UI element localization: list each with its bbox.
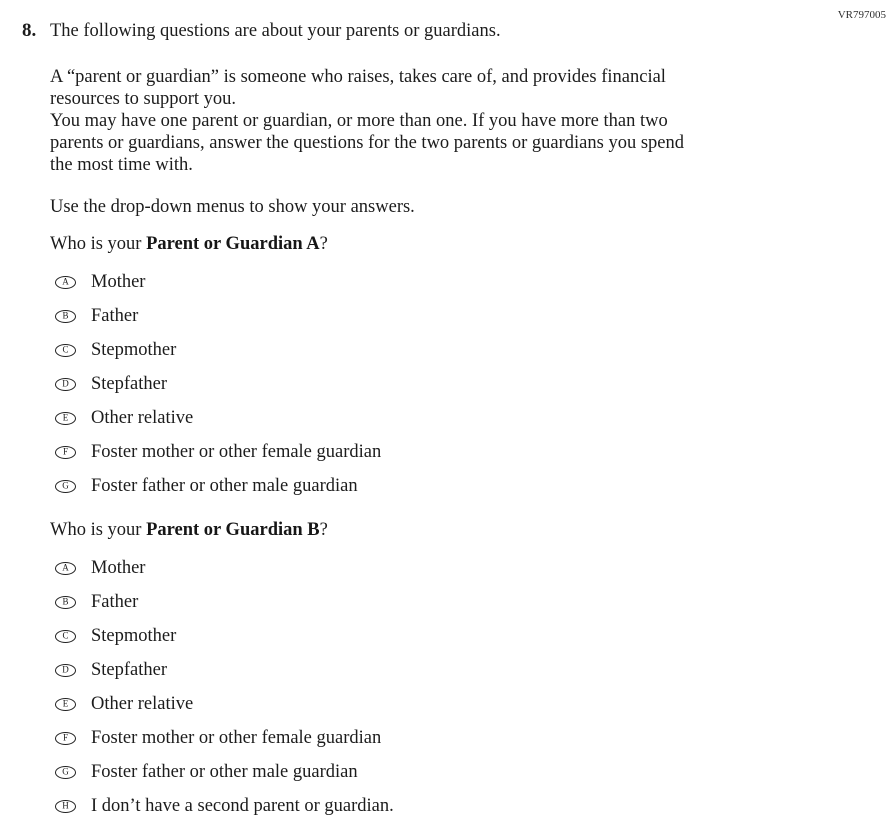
option-letter: D xyxy=(62,378,69,388)
option-label: Stepfather xyxy=(91,660,168,680)
option-letter: C xyxy=(62,630,69,640)
option-label: Foster father or other male guardian xyxy=(91,476,358,496)
option-letter: D xyxy=(62,664,69,674)
option-letter: F xyxy=(62,732,68,742)
option-letter-badge-icon xyxy=(55,732,76,745)
option-label: Father xyxy=(91,592,139,612)
option-letter-badge-icon xyxy=(55,378,76,391)
option-letter-badge-icon xyxy=(55,630,76,643)
option-label: Mother xyxy=(91,558,146,578)
description-line: parents or guardians, answer the questions for the two parents or guardians you spend xyxy=(50,133,684,153)
section-a-options xyxy=(50,271,862,497)
option-letter: A xyxy=(62,276,69,286)
section-b-header-bold: Parent or Guardian B xyxy=(146,520,320,540)
option-letter: B xyxy=(62,310,69,320)
option-letter-badge-icon xyxy=(55,800,76,813)
option-letter-badge-icon xyxy=(55,310,76,323)
answer-option[interactable] xyxy=(50,557,862,579)
section-a-header-bold: Parent or Guardian A xyxy=(146,234,320,254)
option-label: Mother xyxy=(91,272,146,292)
answer-option[interactable] xyxy=(50,271,862,293)
description-line: You may have one parent or guardian, or more than one. If you have more than two xyxy=(50,111,668,131)
option-letter: G xyxy=(62,766,69,776)
option-label: Foster father or other male guardian xyxy=(91,762,358,782)
option-label: Stepmother xyxy=(91,340,177,360)
option-label: Father xyxy=(91,306,139,326)
option-letter: E xyxy=(62,698,69,708)
option-label: Other relative xyxy=(91,408,194,428)
answer-option[interactable] xyxy=(50,339,862,361)
option-letter-badge-icon xyxy=(55,412,76,425)
answer-option[interactable] xyxy=(50,475,862,497)
option-letter: F xyxy=(62,446,68,456)
form-code: VR797005 xyxy=(837,9,886,21)
question-prompt: The following questions are about your parents or guardians. xyxy=(50,21,501,41)
option-letter-badge-icon xyxy=(55,344,76,357)
option-letter: H xyxy=(62,800,69,810)
dropdown-instruction: Use the drop-down menus to show your answers. xyxy=(50,197,415,217)
answer-option[interactable] xyxy=(50,305,862,327)
option-label: Stepmother xyxy=(91,626,177,646)
answer-option[interactable] xyxy=(50,727,862,749)
section-a-header-prefix: Who is your xyxy=(50,234,147,254)
section-b-options xyxy=(50,557,862,817)
option-letter: C xyxy=(62,344,69,354)
section-parent-guardian-b xyxy=(50,519,862,817)
answer-option[interactable] xyxy=(50,795,862,817)
section-a-header-suffix: ? xyxy=(319,234,328,254)
option-letter: A xyxy=(62,562,69,572)
answer-option[interactable] xyxy=(50,407,862,429)
option-letter-badge-icon xyxy=(55,596,76,609)
answer-option[interactable] xyxy=(50,441,862,463)
description-line: the most time with. xyxy=(50,155,193,175)
section-parent-guardian-a xyxy=(50,233,862,497)
option-letter-badge-icon xyxy=(55,446,76,459)
answer-option[interactable] xyxy=(50,693,862,715)
answer-option[interactable] xyxy=(50,625,862,647)
option-letter: G xyxy=(62,480,69,490)
answer-option[interactable] xyxy=(50,373,862,395)
question-description xyxy=(50,66,862,176)
option-letter: B xyxy=(62,596,69,606)
option-label: Stepfather xyxy=(91,374,168,394)
section-b-header-prefix: Who is your xyxy=(50,520,147,540)
answer-option[interactable] xyxy=(50,591,862,613)
option-letter-badge-icon xyxy=(55,480,76,493)
section-b-header-suffix: ? xyxy=(319,520,328,540)
option-label: Foster mother or other female guardian xyxy=(91,442,382,462)
option-label: Foster mother or other female guardian xyxy=(91,728,382,748)
answer-option[interactable] xyxy=(50,659,862,681)
answer-option[interactable] xyxy=(50,761,862,783)
option-letter-badge-icon xyxy=(55,664,76,677)
option-letter: E xyxy=(62,412,69,422)
option-letter-badge-icon xyxy=(55,766,76,779)
option-letter-badge-icon xyxy=(55,698,76,711)
question-body xyxy=(50,20,862,827)
option-label: I don’t have a second parent or guardian. xyxy=(91,796,394,816)
question-number: 8. xyxy=(22,20,37,41)
option-letter-badge-icon xyxy=(55,276,76,289)
option-label: Other relative xyxy=(91,694,194,714)
option-letter-badge-icon xyxy=(55,562,76,575)
section-b-header xyxy=(50,519,862,541)
description-line: A “parent or guardian” is someone who raises, takes care of, and provides financial xyxy=(50,67,666,87)
description-line: resources to support you. xyxy=(50,89,236,109)
section-a-header xyxy=(50,233,862,255)
